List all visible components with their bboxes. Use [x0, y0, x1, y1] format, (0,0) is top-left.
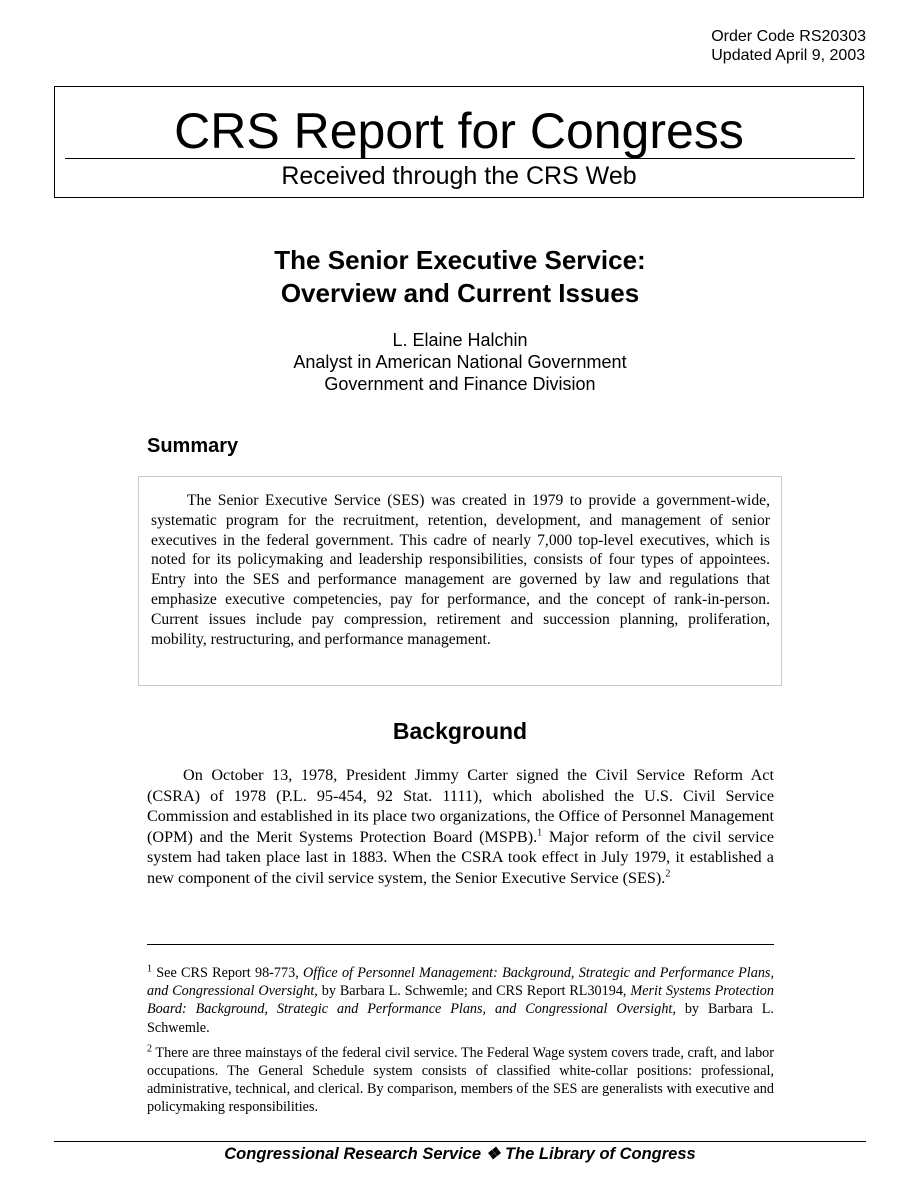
- footer-divider: [54, 1141, 866, 1142]
- document-title-line-1: The Senior Executive Service:: [274, 245, 646, 275]
- footer-text: Congressional Research Service ❖ The Library of Congress: [224, 1145, 696, 1163]
- masthead-divider: [65, 158, 855, 159]
- background-text-part-2: Major reform of the civil service system had taken place last in 1883. When the CSRA took effect in July 1979, it established a new component of the civil service system, the Senior Executive Service (SES).: [147, 827, 775, 887]
- footnote-1-title-a: Office of Personnel Management: Background, Strategic and Performance Plans, and Congressional Oversight: [147, 965, 774, 1000]
- footnote-1: [147, 964, 774, 1037]
- author-name: L. Elaine Halchin: [392, 330, 528, 350]
- masthead-subtitle: Received through the CRS Web: [281, 162, 637, 190]
- document-title-line-2: Overview and Current Issues: [280, 278, 640, 308]
- order-code: Order Code RS20303: [711, 28, 866, 45]
- author-block: [0, 329, 920, 395]
- masthead-box: [54, 86, 864, 198]
- order-code-block: [711, 27, 866, 65]
- footnotes: [147, 964, 774, 1124]
- footnote-1-text-c: , by Barbara L. Schwemle.: [147, 1001, 774, 1036]
- footnote-1-text-b: , by Barbara L. Schwemle; and CRS Report RL30194,: [314, 983, 631, 1000]
- document-title: [0, 244, 920, 310]
- footnote-2-text: There are three mainstays of the federal civil service. The Federal Wage system covers trade, craft, and labor occupations. The General Schedule system consists of classified white-collar positions: professional, administrative, technical, and clerical. By comparison, members of the SES are generalists with executive and policymaking responsibilities.: [147, 1044, 774, 1116]
- updated-date: Updated April 9, 2003: [711, 47, 866, 64]
- footnote-divider: [147, 944, 774, 945]
- footnote-1-title-b: Merit Systems Protection Board: Background, Strategic and Performance Plans, and Congressional Oversight: [147, 983, 774, 1018]
- footnote-1-text-a: See CRS Report 98-773,: [152, 965, 304, 981]
- author-division: Government and Finance Division: [324, 374, 596, 394]
- summary-heading: Summary: [147, 435, 239, 457]
- footnote-ref-2[interactable]: 2: [665, 868, 671, 880]
- footnote-2-number: 2: [147, 1043, 152, 1055]
- background-heading: Background: [392, 718, 528, 744]
- background-text-part-1: On October 13, 1978, President Jimmy Carter signed the Civil Service Reform Act (CSRA) of 1978 (P.L. 95-454, 92 Stat. 1111), which abolished the U.S. Civil Service Commission and established in its place two organizations, the Office of Personnel Management (OPM) and the Merit Systems Protection Board (MSPB).: [147, 766, 774, 846]
- footnote-1-number: 1: [147, 963, 152, 975]
- summary-text: The Senior Executive Service (SES) was created in 1979 to provide a government-wide, systematic program for the recruitment, retention, development, and management of senior executives in the federal government. This cadre of nearly 7,000 top-level executives, which is noted for its policymaking and leadership responsibilities, consists of four types of appointees. Entry into the SES and performance management are governed by law and regulations that emphasize executive competencies, pay for performance, and the concept of rank-in-person. Current issues include pay compression, retirement and succession planning, proliferation, mobility, restructuring, and performance management.: [151, 492, 770, 648]
- background-paragraph: [147, 765, 774, 889]
- summary-box: [138, 476, 782, 686]
- footnote-ref-1[interactable]: 1: [537, 827, 543, 839]
- masthead-title: CRS Report for Congress: [174, 103, 744, 159]
- author-title: Analyst in American National Government: [293, 352, 627, 372]
- footnote-2: [147, 1044, 774, 1117]
